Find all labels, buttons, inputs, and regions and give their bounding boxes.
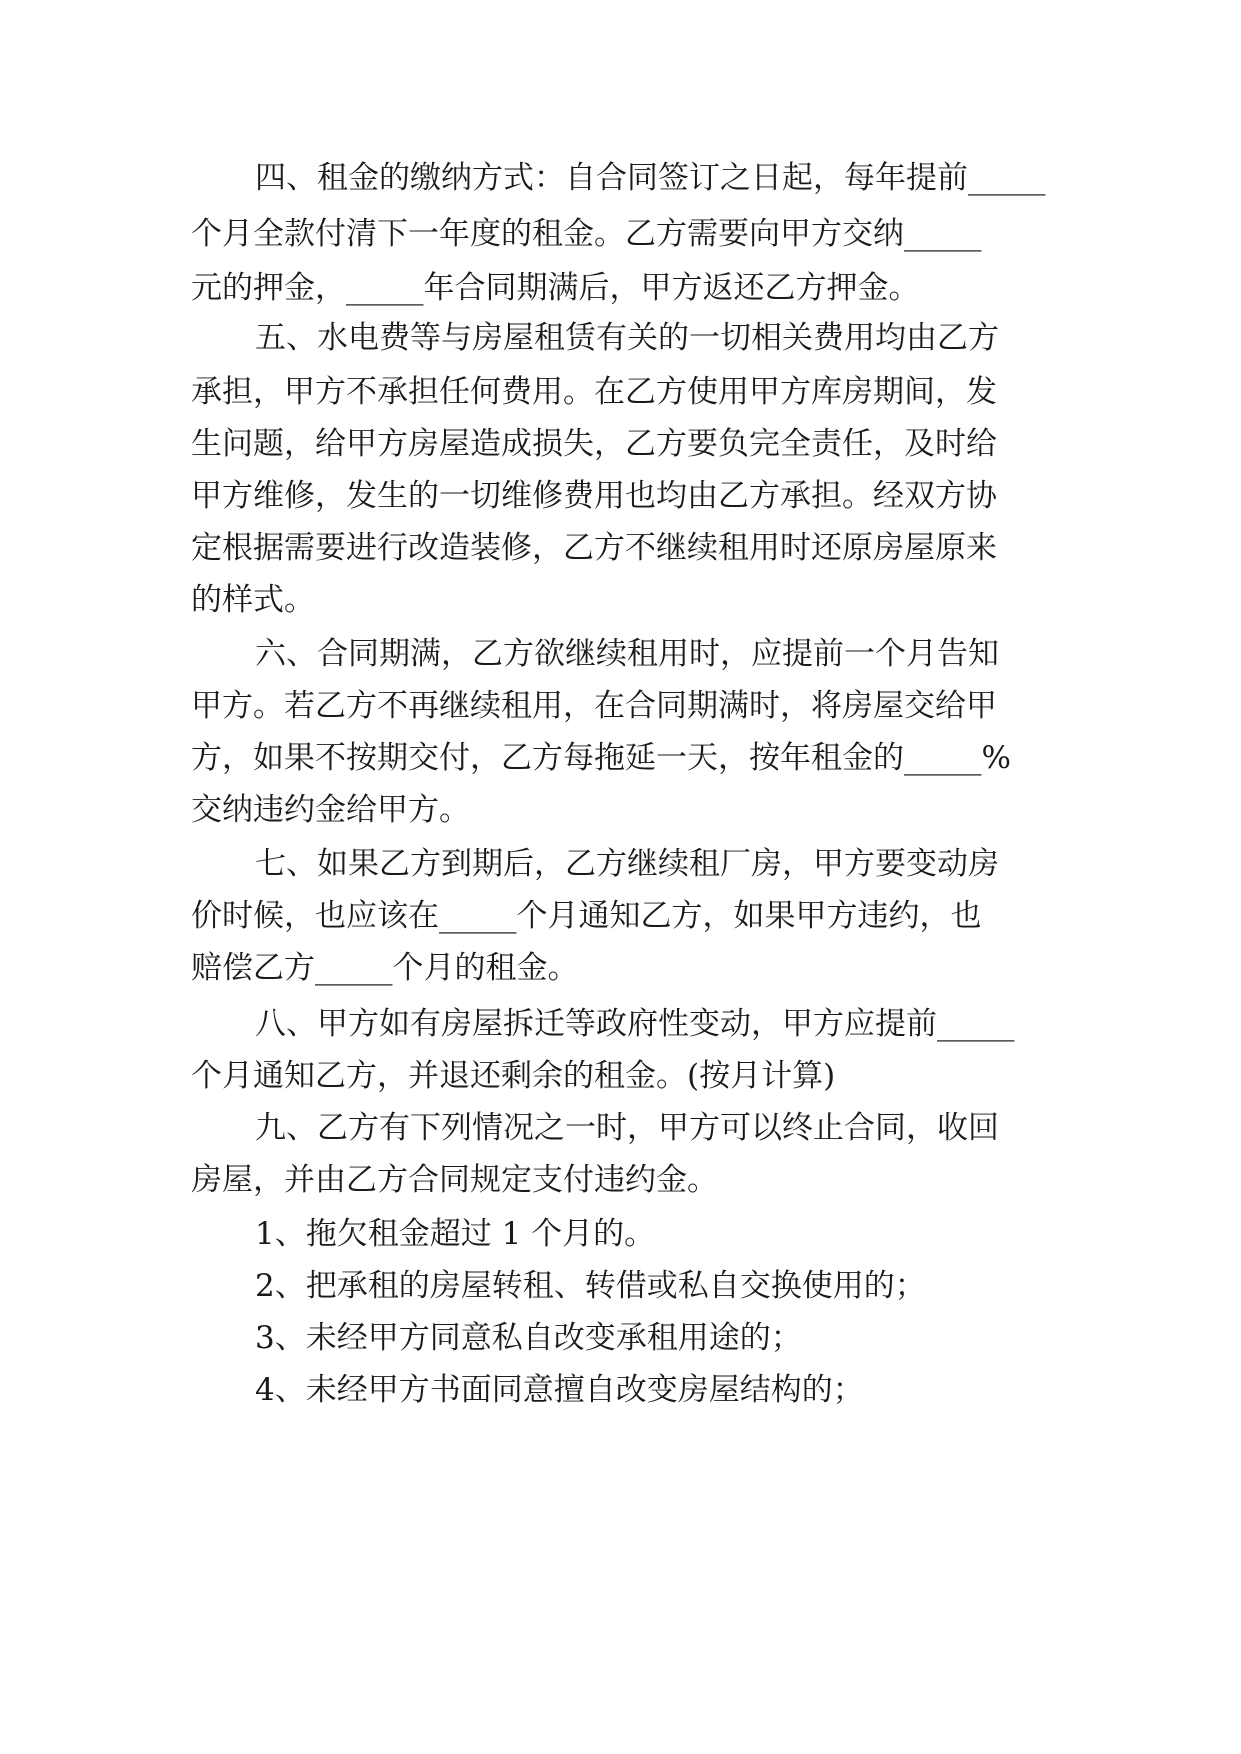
text-line: 甲方维修，发生的一切维修费用也均由乙方承担。经双方协 <box>191 478 997 514</box>
list-item: 3、未经甲方同意私自改变承租用途的； <box>255 1320 802 1356</box>
text-line: 个月通知乙方，并退还剩余的租金。(按月计算) <box>191 1058 836 1094</box>
text-line: 方，如果不按期交付，乙方每拖延一天，按年租金的_____% <box>191 740 1011 776</box>
text-line: 承担，甲方不承担任何费用。在乙方使用甲方库房期间，发 <box>191 374 997 410</box>
list-item: 1、拖欠租金超过 1 个月的。 <box>255 1216 656 1252</box>
text-line: 交纳违约金给甲方。 <box>191 792 470 828</box>
text-line: 甲方。若乙方不再继续租用，在合同期满时，将房屋交给甲 <box>191 688 997 724</box>
text-line: 元的押金，_____年合同期满后，甲方返还乙方押金。 <box>191 270 920 306</box>
text-line: 七、如果乙方到期后，乙方继续租厂房，甲方要变动房 <box>255 846 999 882</box>
text-line: 赔偿乙方_____个月的租金。 <box>191 950 579 986</box>
text-line: 定根据需要进行改造装修，乙方不继续租用时还原房屋原来 <box>191 530 997 566</box>
text-line: 个月全款付清下一年度的租金。乙方需要向甲方交纳_____ <box>191 216 982 252</box>
text-line: 五、水电费等与房屋租赁有关的一切相关费用均由乙方 <box>255 320 999 356</box>
text-line: 六、合同期满，乙方欲继续租用时，应提前一个月告知 <box>255 636 999 672</box>
text-line: 九、乙方有下列情况之一时，甲方可以终止合同，收回 <box>255 1110 999 1146</box>
list-item: 2、把承租的房屋转租、转借或私自交换使用的； <box>255 1268 926 1304</box>
text-line: 房屋，并由乙方合同规定支付违约金。 <box>191 1162 718 1198</box>
text-line: 四、租金的缴纳方式：自合同签订之日起，每年提前_____ <box>255 160 1046 196</box>
text-line: 生问题，给甲方房屋造成损失，乙方要负完全责任，及时给 <box>191 426 997 462</box>
text-line: 的样式。 <box>191 582 315 618</box>
text-line: 八、甲方如有房屋拆迁等政府性变动，甲方应提前_____ <box>255 1006 1015 1042</box>
list-item: 4、未经甲方书面同意擅自改变房屋结构的； <box>255 1372 864 1408</box>
text-line: 价时候，也应该在_____个月通知乙方，如果甲方违约，也 <box>191 898 982 934</box>
